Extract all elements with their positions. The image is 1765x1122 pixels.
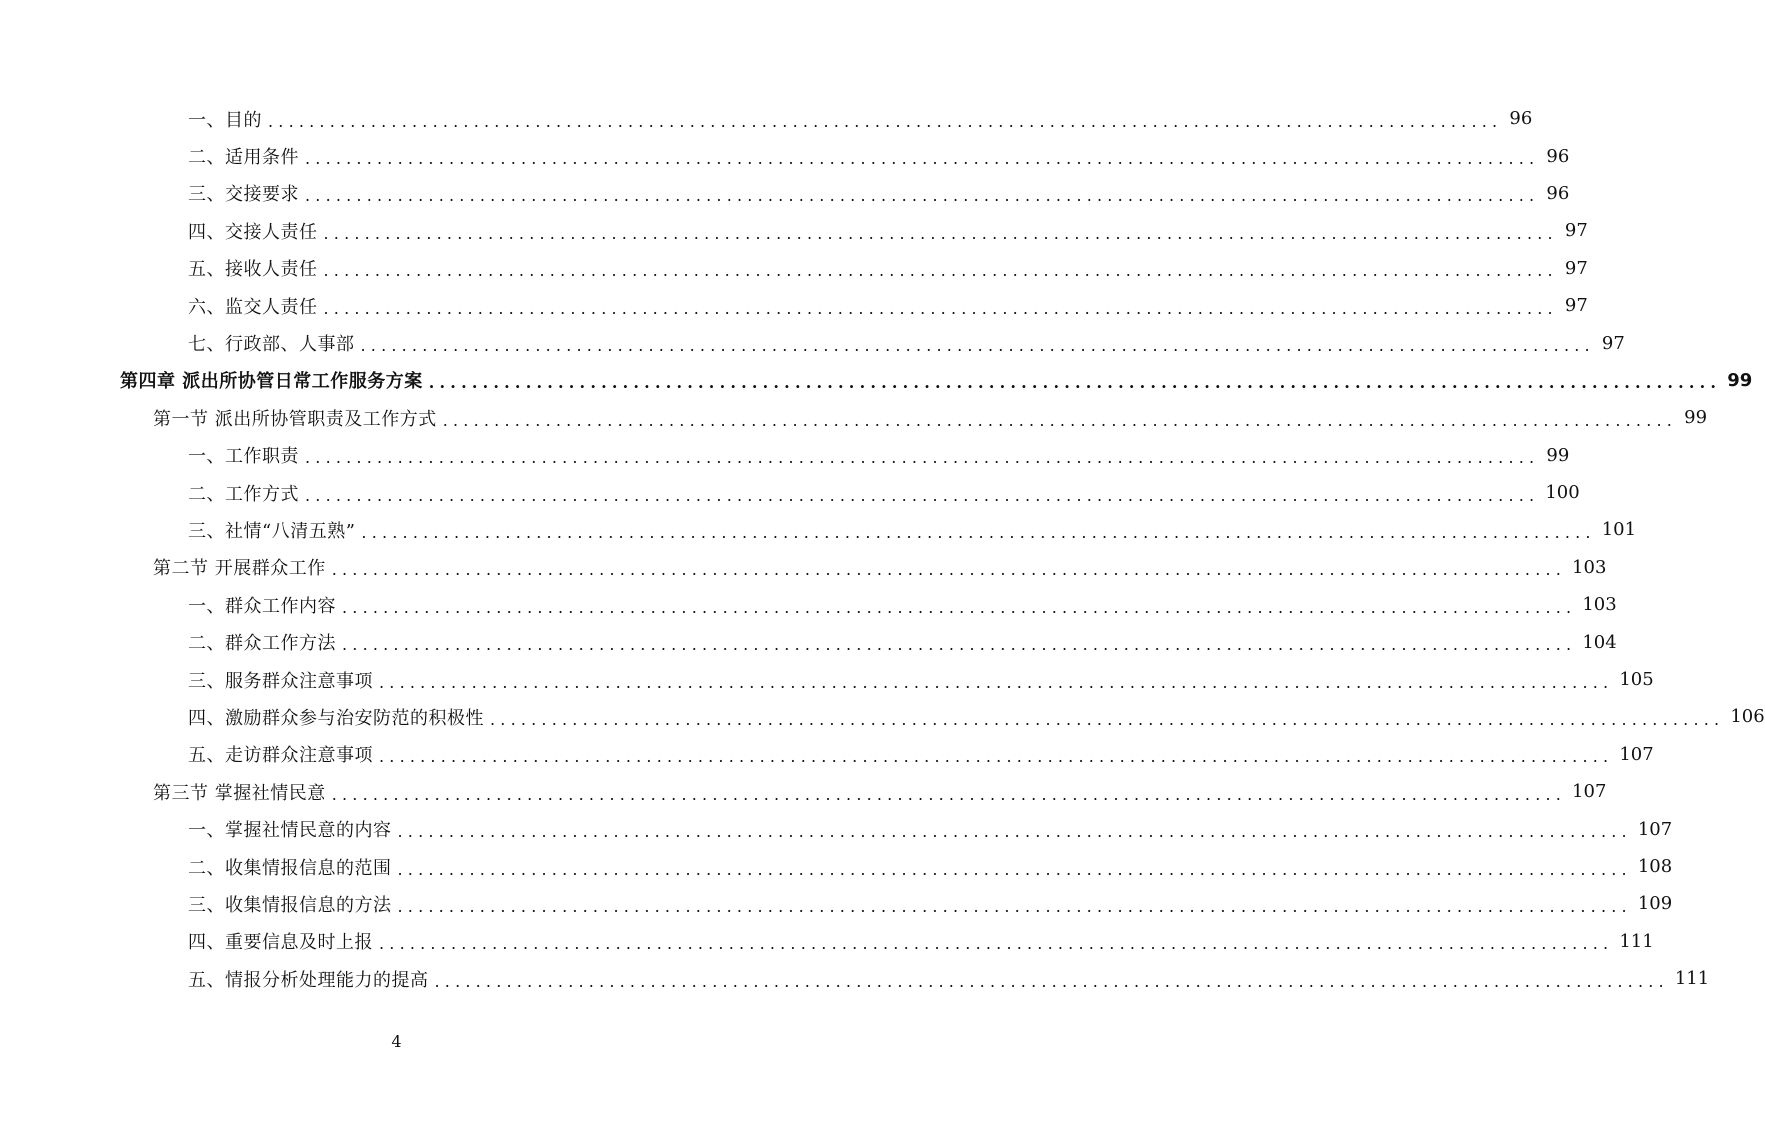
toc-item-row[interactable] [0, 250, 1588, 287]
toc-entry-title: 二、适用条件 [188, 147, 299, 169]
toc-item-row[interactable] [0, 623, 1617, 660]
toc-entry-title: 一、群众工作内容 [188, 595, 336, 617]
toc-item-row[interactable] [0, 661, 1654, 698]
toc-entry-page-number: 97 [1601, 332, 1625, 354]
dot-leader: ........................................................................................................................ [442, 410, 1678, 430]
toc-entry-page-number: 111 [1674, 968, 1710, 990]
toc-item-row[interactable] [0, 437, 1570, 474]
toc-entry-page-number: 99 [1546, 444, 1570, 466]
dot-leader: ........................................................................................................................ [305, 485, 1540, 505]
toc-entry-title: 三、收集情报信息的方法 [188, 894, 392, 916]
toc-item-row[interactable] [0, 137, 1570, 174]
dot-leader: ........................................................................................................................ [305, 448, 1540, 468]
toc-entry-page-number: 99 [1684, 407, 1708, 429]
toc-entry-title: 第三节 掌握社情民意 [153, 782, 326, 804]
toc-item-row[interactable] [0, 212, 1588, 249]
toc-entry-page-number: 101 [1601, 519, 1637, 541]
toc-entry-page-number: 111 [1619, 930, 1654, 952]
dot-leader: ........................................................................................................................ [434, 971, 1669, 991]
toc-entry-title: 一、目的 [188, 109, 262, 131]
toc-entry-page-number: 96 [1546, 182, 1570, 204]
toc-item-row[interactable] [0, 175, 1570, 212]
toc-entry-title: 三、交接要求 [188, 184, 299, 206]
dot-leader: ........................................................................................................................ [379, 747, 1614, 767]
toc-item-row[interactable] [0, 586, 1617, 623]
toc-item-row[interactable] [0, 848, 1673, 885]
toc-entry-page-number: 107 [1637, 818, 1673, 840]
toc-section-row[interactable] [0, 549, 1607, 586]
toc-item-row[interactable] [0, 324, 1625, 361]
toc-entry-title: 七、行政部、人事部 [188, 334, 355, 356]
dot-leader: ........................................................................................................................ [342, 635, 1577, 655]
toc-entry-title: 第一节 派出所协管职责及工作方式 [153, 408, 437, 430]
toc-entry-title: 四、重要信息及时上报 [188, 932, 373, 954]
toc-entry-page-number: 105 [1619, 669, 1654, 691]
toc-entry-title: 二、收集情报信息的范围 [188, 857, 392, 879]
toc-section-row[interactable] [0, 399, 1708, 436]
toc-chapter-row[interactable] [0, 362, 1753, 399]
toc-entry-page-number: 103 [1572, 556, 1607, 578]
dot-leader: ........................................................................................................................ [397, 859, 1632, 879]
toc-entry-title: 二、群众工作方法 [188, 633, 336, 655]
dot-leader: ........................................................................................................................ [379, 934, 1614, 954]
toc-item-row[interactable] [0, 287, 1588, 324]
dot-leader: ........................................................................................................................ [379, 672, 1614, 692]
toc-entry-page-number: 103 [1582, 594, 1617, 616]
toc-item-row[interactable] [0, 100, 1533, 137]
toc-entry-page-number: 97 [1564, 220, 1588, 242]
toc-item-row[interactable] [0, 810, 1673, 847]
toc-entry-title: 五、接收人责任 [188, 259, 318, 281]
toc-entry-page-number: 97 [1564, 295, 1588, 317]
toc-entry-title: 二、工作方式 [188, 483, 299, 505]
page-number: 4 [391, 1032, 402, 1051]
dot-leader: ........................................................................................................................ [331, 560, 1567, 580]
toc-item-row[interactable] [0, 698, 1765, 735]
toc-entry-title: 五、情报分析处理能力的提高 [188, 969, 429, 991]
toc-entry-title: 三、服务群众注意事项 [188, 670, 373, 692]
dot-leader: ........................................................................................................................ [361, 522, 1596, 542]
toc-entry-page-number: 99 [1727, 369, 1753, 391]
toc-entry-title: 五、走访群众注意事项 [188, 745, 373, 767]
toc-item-row[interactable] [0, 885, 1673, 922]
toc-entry-title: 第二节 开展群众工作 [153, 558, 326, 580]
toc-entry-title: 四、激励群众参与治安防范的积极性 [188, 707, 484, 729]
dot-leader: ........................................................................................................................ [305, 186, 1540, 206]
toc-item-row[interactable] [0, 923, 1654, 960]
toc-entry-page-number: 97 [1564, 257, 1588, 279]
dot-leader: ........................................................................................................................ [397, 822, 1632, 842]
dot-leader: ........................................................................................................................ [323, 223, 1558, 243]
toc-item-row[interactable] [0, 736, 1654, 773]
toc-item-row[interactable] [0, 511, 1637, 548]
dot-leader: ........................................................................................................................ [331, 784, 1567, 804]
dot-leader: ........................................................................................................................ [268, 111, 1503, 131]
toc-entry-title: 一、掌握社情民意的内容 [188, 820, 392, 842]
dot-leader: ........................................................................................................................ [428, 373, 1722, 393]
dot-leader: ........................................................................................................................ [360, 336, 1595, 356]
toc-entry-page-number: 107 [1572, 781, 1607, 803]
toc-section-row[interactable] [0, 773, 1607, 810]
toc-entry-page-number: 96 [1546, 145, 1570, 167]
toc-entry-title: 六、监交人责任 [188, 296, 318, 318]
toc-entry-title: 一、工作职责 [188, 446, 299, 468]
toc-entry-title: 四、交接人责任 [188, 221, 318, 243]
dot-leader: ........................................................................................................................ [305, 149, 1540, 169]
dot-leader: ........................................................................................................................ [490, 709, 1725, 729]
dot-leader: ........................................................................................................................ [342, 597, 1577, 617]
toc-entry-title: 第四章 派出所协管日常工作服务方案 [120, 371, 423, 393]
toc-item-row[interactable] [0, 960, 1710, 997]
toc-entry-page-number: 96 [1509, 108, 1533, 130]
dot-leader: ........................................................................................................................ [323, 261, 1558, 281]
toc-entry-page-number: 104 [1582, 631, 1617, 653]
toc-entry-page-number: 109 [1637, 893, 1673, 915]
toc-entry-title: 三、社情“八清五熟” [188, 520, 356, 542]
toc-item-row[interactable] [0, 474, 1580, 511]
toc-entry-page-number: 108 [1637, 856, 1673, 877]
toc-entry-page-number: 106 [1730, 706, 1765, 728]
dot-leader: ........................................................................................................................ [397, 896, 1632, 916]
toc-entry-page-number: 107 [1619, 743, 1654, 765]
table-of-contents [0, 100, 1765, 997]
dot-leader: ........................................................................................................................ [323, 298, 1558, 318]
toc-entry-page-number: 100 [1545, 482, 1580, 504]
